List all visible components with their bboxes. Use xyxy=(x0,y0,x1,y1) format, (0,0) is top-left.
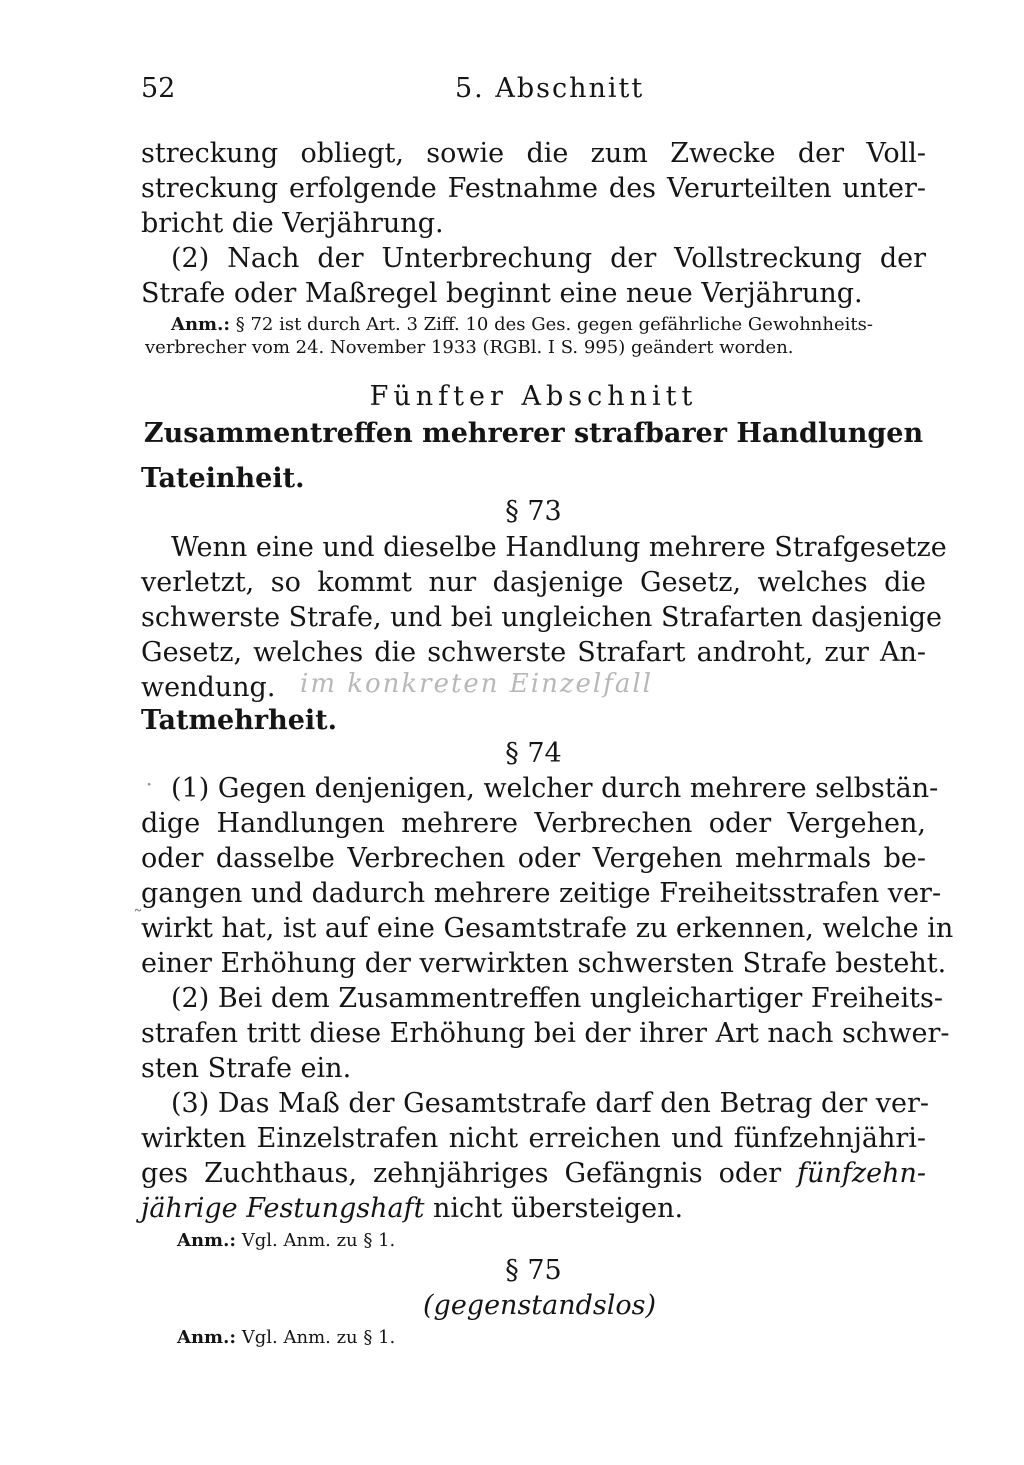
running-title: 5. Abschnitt xyxy=(455,73,645,104)
text-line: verletzt, so kommt nur dasjenige Gesetz, welches die xyxy=(141,567,926,598)
text-line: streckung erfolgende Festnahme des Verurteilten unter- xyxy=(141,173,926,204)
section-heading: Tateinheit. xyxy=(141,463,305,494)
page-number: 52 xyxy=(141,73,176,104)
text-line: streckung obliegt, sowie die zum Zwecke der Voll- xyxy=(141,138,926,169)
text-line: (1) Gegen denjenigen, welcher durch mehrere selbstän- xyxy=(171,773,939,804)
annotation-text: Vgl. Anm. zu § 1. xyxy=(241,1327,396,1348)
annotation-label: Anm.: xyxy=(177,1230,237,1251)
text-span-italic: jährige Festungshaft xyxy=(141,1193,425,1224)
annotation-text: § 72 ist durch Art. 3 Ziff. 10 des Ges. gegen gefährliche Gewohnheits- xyxy=(235,314,873,335)
text-line: Gesetz, welches die schwerste Strafart androht, zur An- xyxy=(141,637,926,668)
text-line xyxy=(141,1157,926,1191)
annotation-note xyxy=(171,314,931,336)
text-line: schwerste Strafe, und bei ungleichen Strafarten dasjenige xyxy=(141,602,943,633)
text-line: Wenn eine und dieselbe Handlung mehrere Strafgesetze xyxy=(171,532,947,563)
text-line xyxy=(141,1192,683,1226)
margin-mark: · xyxy=(146,772,153,796)
annotation-text: Vgl. Anm. zu § 1. xyxy=(241,1230,396,1251)
text-line: gangen und dadurch mehrere zeitige Freiheitsstrafen ver- xyxy=(141,878,942,909)
section-status: (gegenstandslos) xyxy=(423,1290,657,1321)
text-line: (3) Das Maß der Gesamtstrafe darf den Betrag der ver- xyxy=(171,1088,929,1119)
text-line: (2) Bei dem Zusammentreffen ungleichartiger Freiheits- xyxy=(171,983,944,1014)
annotation-note xyxy=(177,1327,395,1349)
annotation-label: Anm.: xyxy=(171,314,231,335)
section-heading: Tatmehrheit. xyxy=(141,705,338,736)
paragraph-number: § 74 xyxy=(505,738,562,769)
text-line: wirkten Einzelstrafen nicht erreichen und fünfzehnjähri- xyxy=(141,1123,926,1154)
text-line: (2) Nach der Unterbrechung der Vollstreckung der xyxy=(171,243,926,274)
margin-mark: ˜ xyxy=(133,905,143,929)
handwritten-annotation: im konkreten Einzelfall xyxy=(300,669,653,699)
text-line: sten Strafe ein. xyxy=(141,1053,352,1084)
text-line: dige Handlungen mehrere Verbrechen oder Vergehen, xyxy=(141,808,926,839)
paragraph-number: § 73 xyxy=(505,496,562,527)
annotation-note xyxy=(177,1230,395,1252)
text-line: bricht die Verjährung. xyxy=(141,208,444,239)
text-line: Strafe oder Maßregel beginnt eine neue Verjährung. xyxy=(141,278,863,309)
text-line: wendung. xyxy=(141,672,276,703)
text-line: wirkt hat, ist auf eine Gesamtstrafe zu erkennen, welche in xyxy=(141,913,954,944)
paragraph-number: § 75 xyxy=(505,1255,562,1286)
annotation-label: Anm.: xyxy=(177,1327,237,1348)
text-span: nicht übersteigen. xyxy=(424,1193,684,1224)
chapter-title: Fünfter Abschnitt xyxy=(369,381,698,412)
text-span-italic: fünfzehn- xyxy=(797,1158,926,1189)
text-line: einer Erhöhung der verwirkten schwersten Strafe besteht. xyxy=(141,948,947,979)
annotation-text: verbrecher vom 24. November 1933 (RGBl. I S. 995) geändert worden. xyxy=(145,337,794,358)
text-line: oder dasselbe Verbrechen oder Vergehen mehrmals be- xyxy=(141,843,926,874)
text-line: strafen tritt diese Erhöhung bei der ihrer Art nach schwer- xyxy=(141,1018,950,1049)
chapter-subtitle: Zusammentreffen mehrerer strafbarer Handlungen xyxy=(143,418,924,449)
text-span: ges Zuchthaus, zehnjähriges Gefängnis oder xyxy=(141,1158,782,1189)
